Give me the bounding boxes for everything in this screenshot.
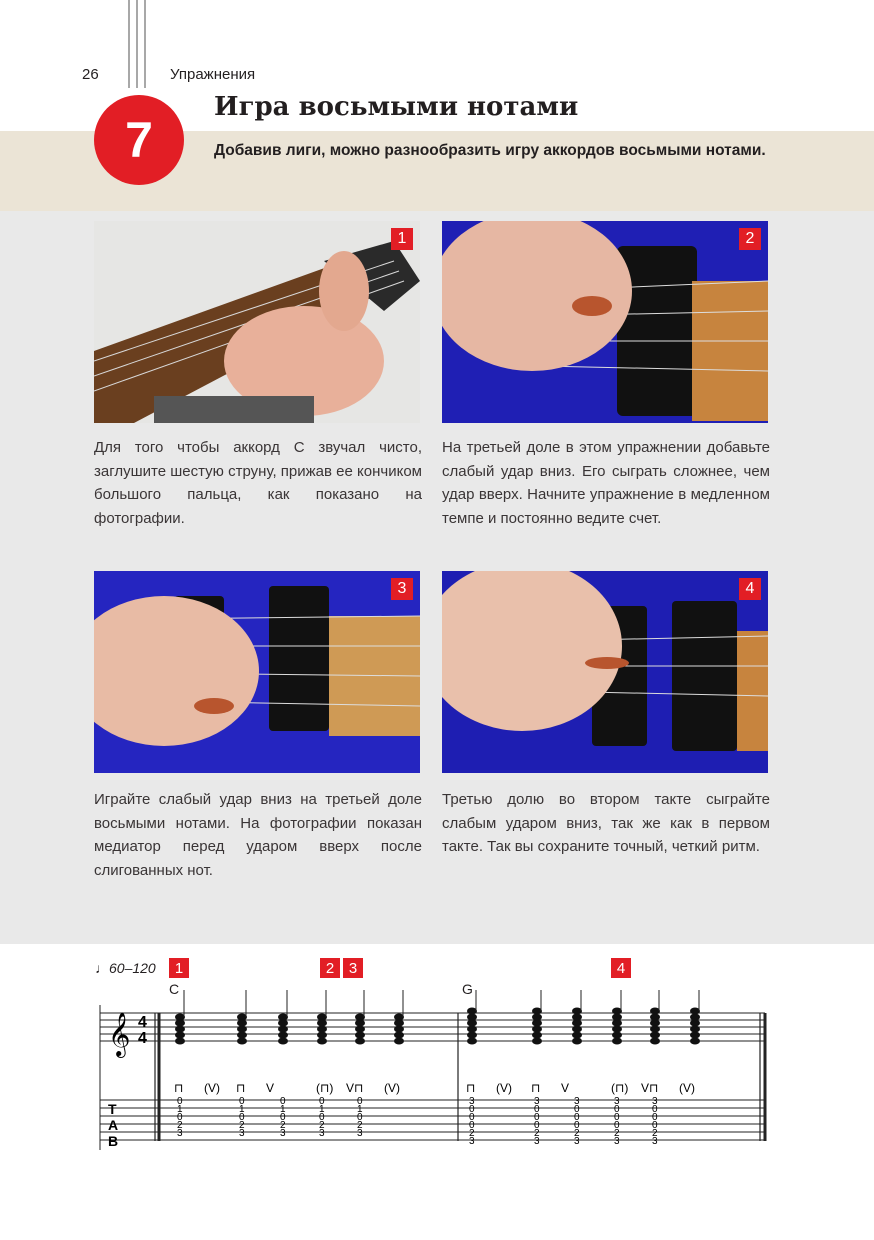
note-head	[467, 1032, 477, 1039]
tab-number: 3	[280, 1128, 286, 1139]
stroke-mark: (V)	[679, 1081, 695, 1095]
tab-number: 0	[614, 1112, 620, 1123]
tab-number: 3	[469, 1096, 475, 1107]
margin-line	[144, 0, 146, 88]
tab-letter-b: B	[108, 1133, 119, 1149]
tab-number: 1	[319, 1104, 325, 1115]
note-head	[237, 1026, 247, 1033]
tab-letter-a: A	[108, 1117, 119, 1133]
tab-number: 0	[239, 1096, 245, 1107]
note-head	[394, 1032, 404, 1039]
note-head	[650, 1038, 660, 1045]
note-head	[175, 1020, 185, 1027]
note-head	[650, 1032, 660, 1039]
note-head	[572, 1008, 582, 1015]
note-head	[612, 1038, 622, 1045]
stroke-mark: (V)	[384, 1081, 400, 1095]
note-head	[278, 1020, 288, 1027]
tab-number: 3	[614, 1136, 620, 1147]
tab-number: 2	[469, 1128, 475, 1139]
note-head	[175, 1032, 185, 1039]
note-head	[612, 1032, 622, 1039]
tab-number: 0	[652, 1104, 658, 1115]
note-head	[572, 1026, 582, 1033]
photo-chord-hand	[94, 221, 420, 423]
note-head	[532, 1020, 542, 1027]
tab-number: 3	[357, 1128, 363, 1139]
note-head	[317, 1014, 327, 1021]
tab-number: 2	[534, 1128, 540, 1139]
tab-number: 0	[469, 1112, 475, 1123]
photo-illustration	[94, 571, 420, 773]
tab-number: 0	[652, 1112, 658, 1123]
note-head	[355, 1038, 365, 1045]
exercise-number-badge: 7	[94, 95, 184, 185]
page-subtitle: Добавив лиги, можно разнообразить игру аккордов восьмыми нотами.	[214, 142, 766, 159]
note-head	[532, 1014, 542, 1021]
note-head	[237, 1020, 247, 1027]
time-sig-bottom: 4	[138, 1030, 147, 1047]
tab-number: 3	[574, 1136, 580, 1147]
photo-caption: Для того чтобы аккорд C звучал чисто, заглушите шестую струну, прижав ее кончиком большого пальца, как показано на фотографии.	[94, 439, 422, 527]
tab-number: 1	[357, 1104, 363, 1115]
margin-line	[136, 0, 138, 88]
tab-number: 0	[574, 1120, 580, 1131]
stroke-mark: V	[346, 1081, 355, 1095]
note-head	[467, 1026, 477, 1033]
note-head	[690, 1032, 700, 1039]
note-head	[317, 1038, 327, 1045]
photo-badge: 2	[739, 228, 761, 250]
tab-number: 2	[319, 1120, 325, 1131]
tab-number: 0	[357, 1112, 363, 1123]
tab-number: 0	[469, 1104, 475, 1115]
note-head	[690, 1014, 700, 1021]
stroke-mark: (⊓)	[611, 1081, 629, 1095]
staff	[100, 1005, 765, 1150]
tab-number: 1	[239, 1104, 245, 1115]
note-head	[612, 1014, 622, 1021]
stroke-mark: ⊓	[174, 1081, 184, 1095]
note-head	[355, 1020, 365, 1027]
note-head	[690, 1020, 700, 1027]
note-head	[394, 1020, 404, 1027]
treble-clef: 𝄞	[108, 1012, 131, 1056]
photo-second-bar-downstroke	[442, 571, 768, 773]
note-head	[278, 1032, 288, 1039]
photo-caption: На третьей доле в этом упражнении добавьте слабый удар вниз. Его сыграть сложнее, чем удар вверх. Начните упражнение в медленном темпе и постоянно ведите счет.	[442, 439, 770, 527]
photo-illustration	[442, 571, 768, 773]
marker-badge: 1	[169, 958, 189, 978]
stroke-mark: ⊓	[531, 1081, 541, 1095]
note-head	[572, 1020, 582, 1027]
tab-number: 0	[177, 1096, 183, 1107]
note-head	[237, 1014, 247, 1021]
note-head	[532, 1026, 542, 1033]
note-head	[355, 1014, 365, 1021]
stroke-mark: ⊓	[466, 1081, 476, 1095]
chord-symbol: C	[169, 981, 180, 997]
note-head	[467, 1014, 477, 1021]
photo-illustration	[94, 221, 420, 423]
note-head	[650, 1020, 660, 1027]
tab-number: 0	[534, 1112, 540, 1123]
note-head	[278, 1038, 288, 1045]
tab-number: 0	[319, 1096, 325, 1107]
note-head	[355, 1032, 365, 1039]
tab-number: 3	[319, 1128, 325, 1139]
tab-number: 3	[614, 1096, 620, 1107]
tab-number: 0	[280, 1096, 286, 1107]
photo-badge: 1	[391, 228, 413, 250]
note-head	[572, 1038, 582, 1045]
photo-illustration	[442, 221, 768, 423]
marker-badge: 3	[343, 958, 363, 978]
margin-line	[128, 0, 130, 88]
note-head	[467, 1038, 477, 1045]
note-head	[650, 1014, 660, 1021]
tab-letter-t: T	[108, 1101, 117, 1117]
photo-badge: 4	[739, 578, 761, 600]
note-head	[237, 1038, 247, 1045]
stroke-mark: V	[266, 1081, 275, 1095]
tab-number: 0	[177, 1112, 183, 1123]
note-head	[690, 1008, 700, 1015]
note-head	[355, 1026, 365, 1033]
tab-number: 2	[574, 1128, 580, 1139]
note-head	[278, 1014, 288, 1021]
stroke-mark: ⊓	[354, 1081, 364, 1095]
photo-caption: Третью долю во втором такте сыграйте слабым ударом вниз, так же как в первом такте. Так вы сохраните точный, четкий ритм.	[442, 791, 770, 855]
note-head	[650, 1008, 660, 1015]
tab-number: 0	[357, 1096, 363, 1107]
stroke-mark: (V)	[204, 1081, 220, 1095]
tab-number: 3	[469, 1136, 475, 1147]
tab-number: 0	[280, 1112, 286, 1123]
note-head	[572, 1032, 582, 1039]
tab-number: 0	[652, 1120, 658, 1131]
tab-number: 3	[534, 1136, 540, 1147]
note-head	[394, 1026, 404, 1033]
tab-number: 2	[280, 1120, 286, 1131]
photo-picking-downstroke	[442, 221, 768, 423]
tab-number: 0	[574, 1104, 580, 1115]
tab-number: 0	[534, 1104, 540, 1115]
stroke-mark: ⊓	[649, 1081, 659, 1095]
tab-number: 1	[280, 1104, 286, 1115]
tab-number: 3	[652, 1136, 658, 1147]
tab-number: 3	[177, 1128, 183, 1139]
stroke-mark: (⊓)	[316, 1081, 334, 1095]
note-head	[237, 1032, 247, 1039]
note-head	[650, 1026, 660, 1033]
tab-number: 0	[469, 1120, 475, 1131]
note-head	[690, 1026, 700, 1033]
tab-number: 2	[357, 1120, 363, 1131]
tab-number: 0	[239, 1112, 245, 1123]
tab-number: 3	[574, 1096, 580, 1107]
page-title: Игра восьмыми нотами	[214, 92, 579, 122]
tempo-marking: ♩60–120	[95, 960, 156, 976]
tab-number: 0	[319, 1112, 325, 1123]
note-head	[532, 1008, 542, 1015]
tab-number: 0	[534, 1120, 540, 1131]
tab-number: 2	[614, 1128, 620, 1139]
marker-badge: 2	[320, 958, 340, 978]
note-head	[612, 1020, 622, 1027]
photo-pick-before-upstroke	[94, 571, 420, 773]
time-sig-top: 4	[138, 1014, 147, 1031]
stroke-mark: V	[641, 1081, 650, 1095]
tab-number: 0	[614, 1104, 620, 1115]
note-head	[532, 1032, 542, 1039]
note-head	[317, 1032, 327, 1039]
marker-badge: 4	[611, 958, 631, 978]
note-head	[612, 1008, 622, 1015]
note-head	[317, 1026, 327, 1033]
note-head	[467, 1020, 477, 1027]
tab-number: 2	[239, 1120, 245, 1131]
stroke-mark: (V)	[496, 1081, 512, 1095]
tab-number: 0	[614, 1120, 620, 1131]
note-head	[175, 1038, 185, 1045]
note-head	[317, 1020, 327, 1027]
note-head	[175, 1014, 185, 1021]
tab-number: 0	[574, 1112, 580, 1123]
page-number: 26	[82, 66, 99, 83]
note-head	[532, 1038, 542, 1045]
note-group	[174, 990, 700, 1147]
note-head	[467, 1008, 477, 1015]
note-head	[278, 1026, 288, 1033]
tab-number: 2	[177, 1120, 183, 1131]
photo-caption: Играйте слабый удар вниз на третьей доле восьмыми нотами. На фотографии показан медиатор перед ударом вверх после слигованных нот.	[94, 791, 422, 879]
stroke-mark: V	[561, 1081, 570, 1095]
note-head	[612, 1026, 622, 1033]
tab-number: 1	[177, 1104, 183, 1115]
note-head	[394, 1038, 404, 1045]
tab-number: 3	[534, 1096, 540, 1107]
note-head	[175, 1026, 185, 1033]
stroke-mark: ⊓	[236, 1081, 246, 1095]
note-head	[394, 1014, 404, 1021]
chord-symbol: G	[462, 981, 473, 997]
section-label: Упражнения	[170, 66, 256, 83]
tab-number: 3	[239, 1128, 245, 1139]
note-head	[690, 1038, 700, 1045]
photo-badge: 3	[391, 578, 413, 600]
tab-number: 2	[652, 1128, 658, 1139]
tab-number: 3	[652, 1096, 658, 1107]
note-head	[572, 1014, 582, 1021]
